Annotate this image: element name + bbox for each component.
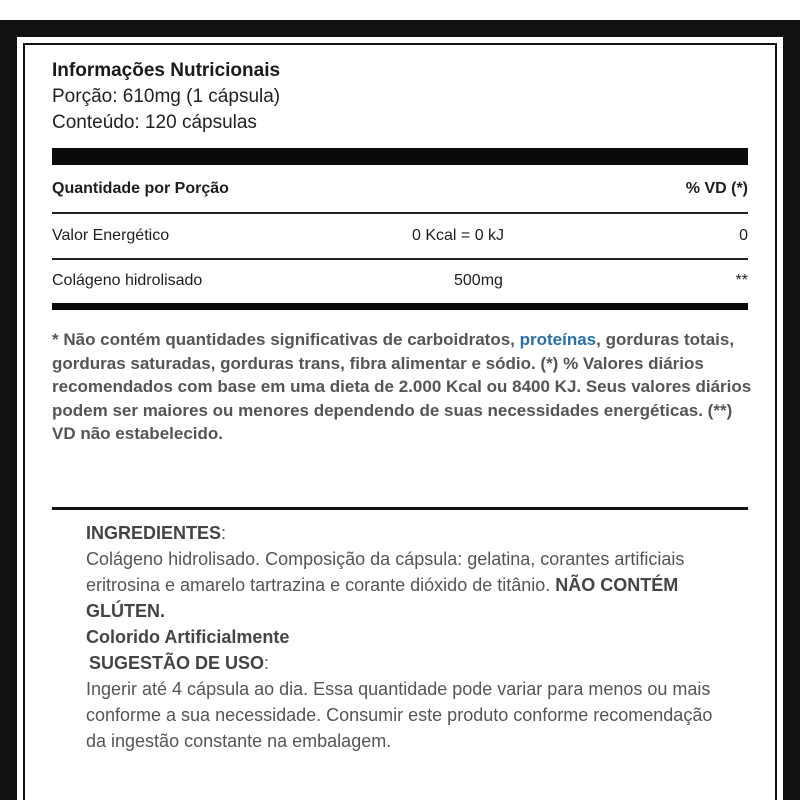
ingredients-text-block	[86, 546, 726, 624]
nutrient-amount: 500mg	[454, 272, 503, 289]
table-bottom-divider	[52, 303, 748, 310]
ingredients-text: Colágeno hidrolisado. Composição da cápsula: gelatina, corantes artificiais eritrosina e amarelo tartrazina e corante dióxido de titânio.	[86, 549, 685, 595]
usage-heading-colon: :	[264, 653, 270, 673]
ingredients-heading: INGREDIENTES	[86, 523, 222, 543]
artificial-color-note: Colorido Artificialmente	[86, 627, 290, 647]
footnote	[52, 328, 752, 446]
section-divider	[52, 507, 748, 510]
footnote-text-2: , gorduras totais, gorduras saturadas, gorduras trans, fibra alimentar e sódio. (*) % Valores diários recomendados com base em uma dieta de 2.000 Kcal ou 8400 KJ. Seus valores diários podem ser maiores ou menores dependendo de suas necessidades energéticas. (**) VD não estabelecido.	[52, 330, 752, 443]
ingredients-heading-line	[86, 520, 726, 546]
header-vd-label: % VD (*)	[685, 180, 748, 197]
nutrient-vd: 0	[739, 227, 748, 244]
nutrient-amount: 0 Kcal = 0 kJ	[412, 227, 505, 244]
footnote-text-1: * Não contém quantidades significativas de carboidratos,	[52, 330, 520, 349]
table-row	[52, 223, 748, 251]
nutrient-name: Valor Energético	[52, 227, 170, 244]
ingredients-section	[86, 520, 726, 754]
usage-text: Ingerir até 4 cápsula ao dia. Essa quantidade pode variar para menos ou mais conforme a sua necessidade. Consumir este produto conforme recomendação da ingestão constante na embalagem.	[86, 679, 713, 751]
nutrition-header	[52, 58, 748, 136]
thick-divider	[52, 148, 748, 165]
nutrient-name: Colágeno hidrolisado	[52, 272, 203, 289]
header-quantity-label: Quantidade por Porção	[52, 180, 229, 197]
proteins-link[interactable]: proteínas	[519, 330, 597, 349]
usage-heading: SUGESTÃO DE USO	[89, 653, 265, 673]
usage-heading-line	[86, 650, 726, 676]
nutrient-vd: **	[735, 272, 748, 289]
row-divider	[52, 258, 748, 260]
table-row	[52, 268, 748, 296]
gluten-warning: NÃO CONTÉM GLÚTEN.	[86, 575, 679, 621]
table-header-row	[52, 176, 748, 204]
nutrition-title: Informações Nutricionais	[52, 60, 281, 81]
row-divider	[52, 212, 748, 214]
package-content: Conteúdo: 120 cápsulas	[52, 112, 257, 133]
ingredients-heading-colon: :	[221, 523, 227, 543]
serving-size: Porção: 610mg (1 cápsula)	[52, 86, 281, 107]
